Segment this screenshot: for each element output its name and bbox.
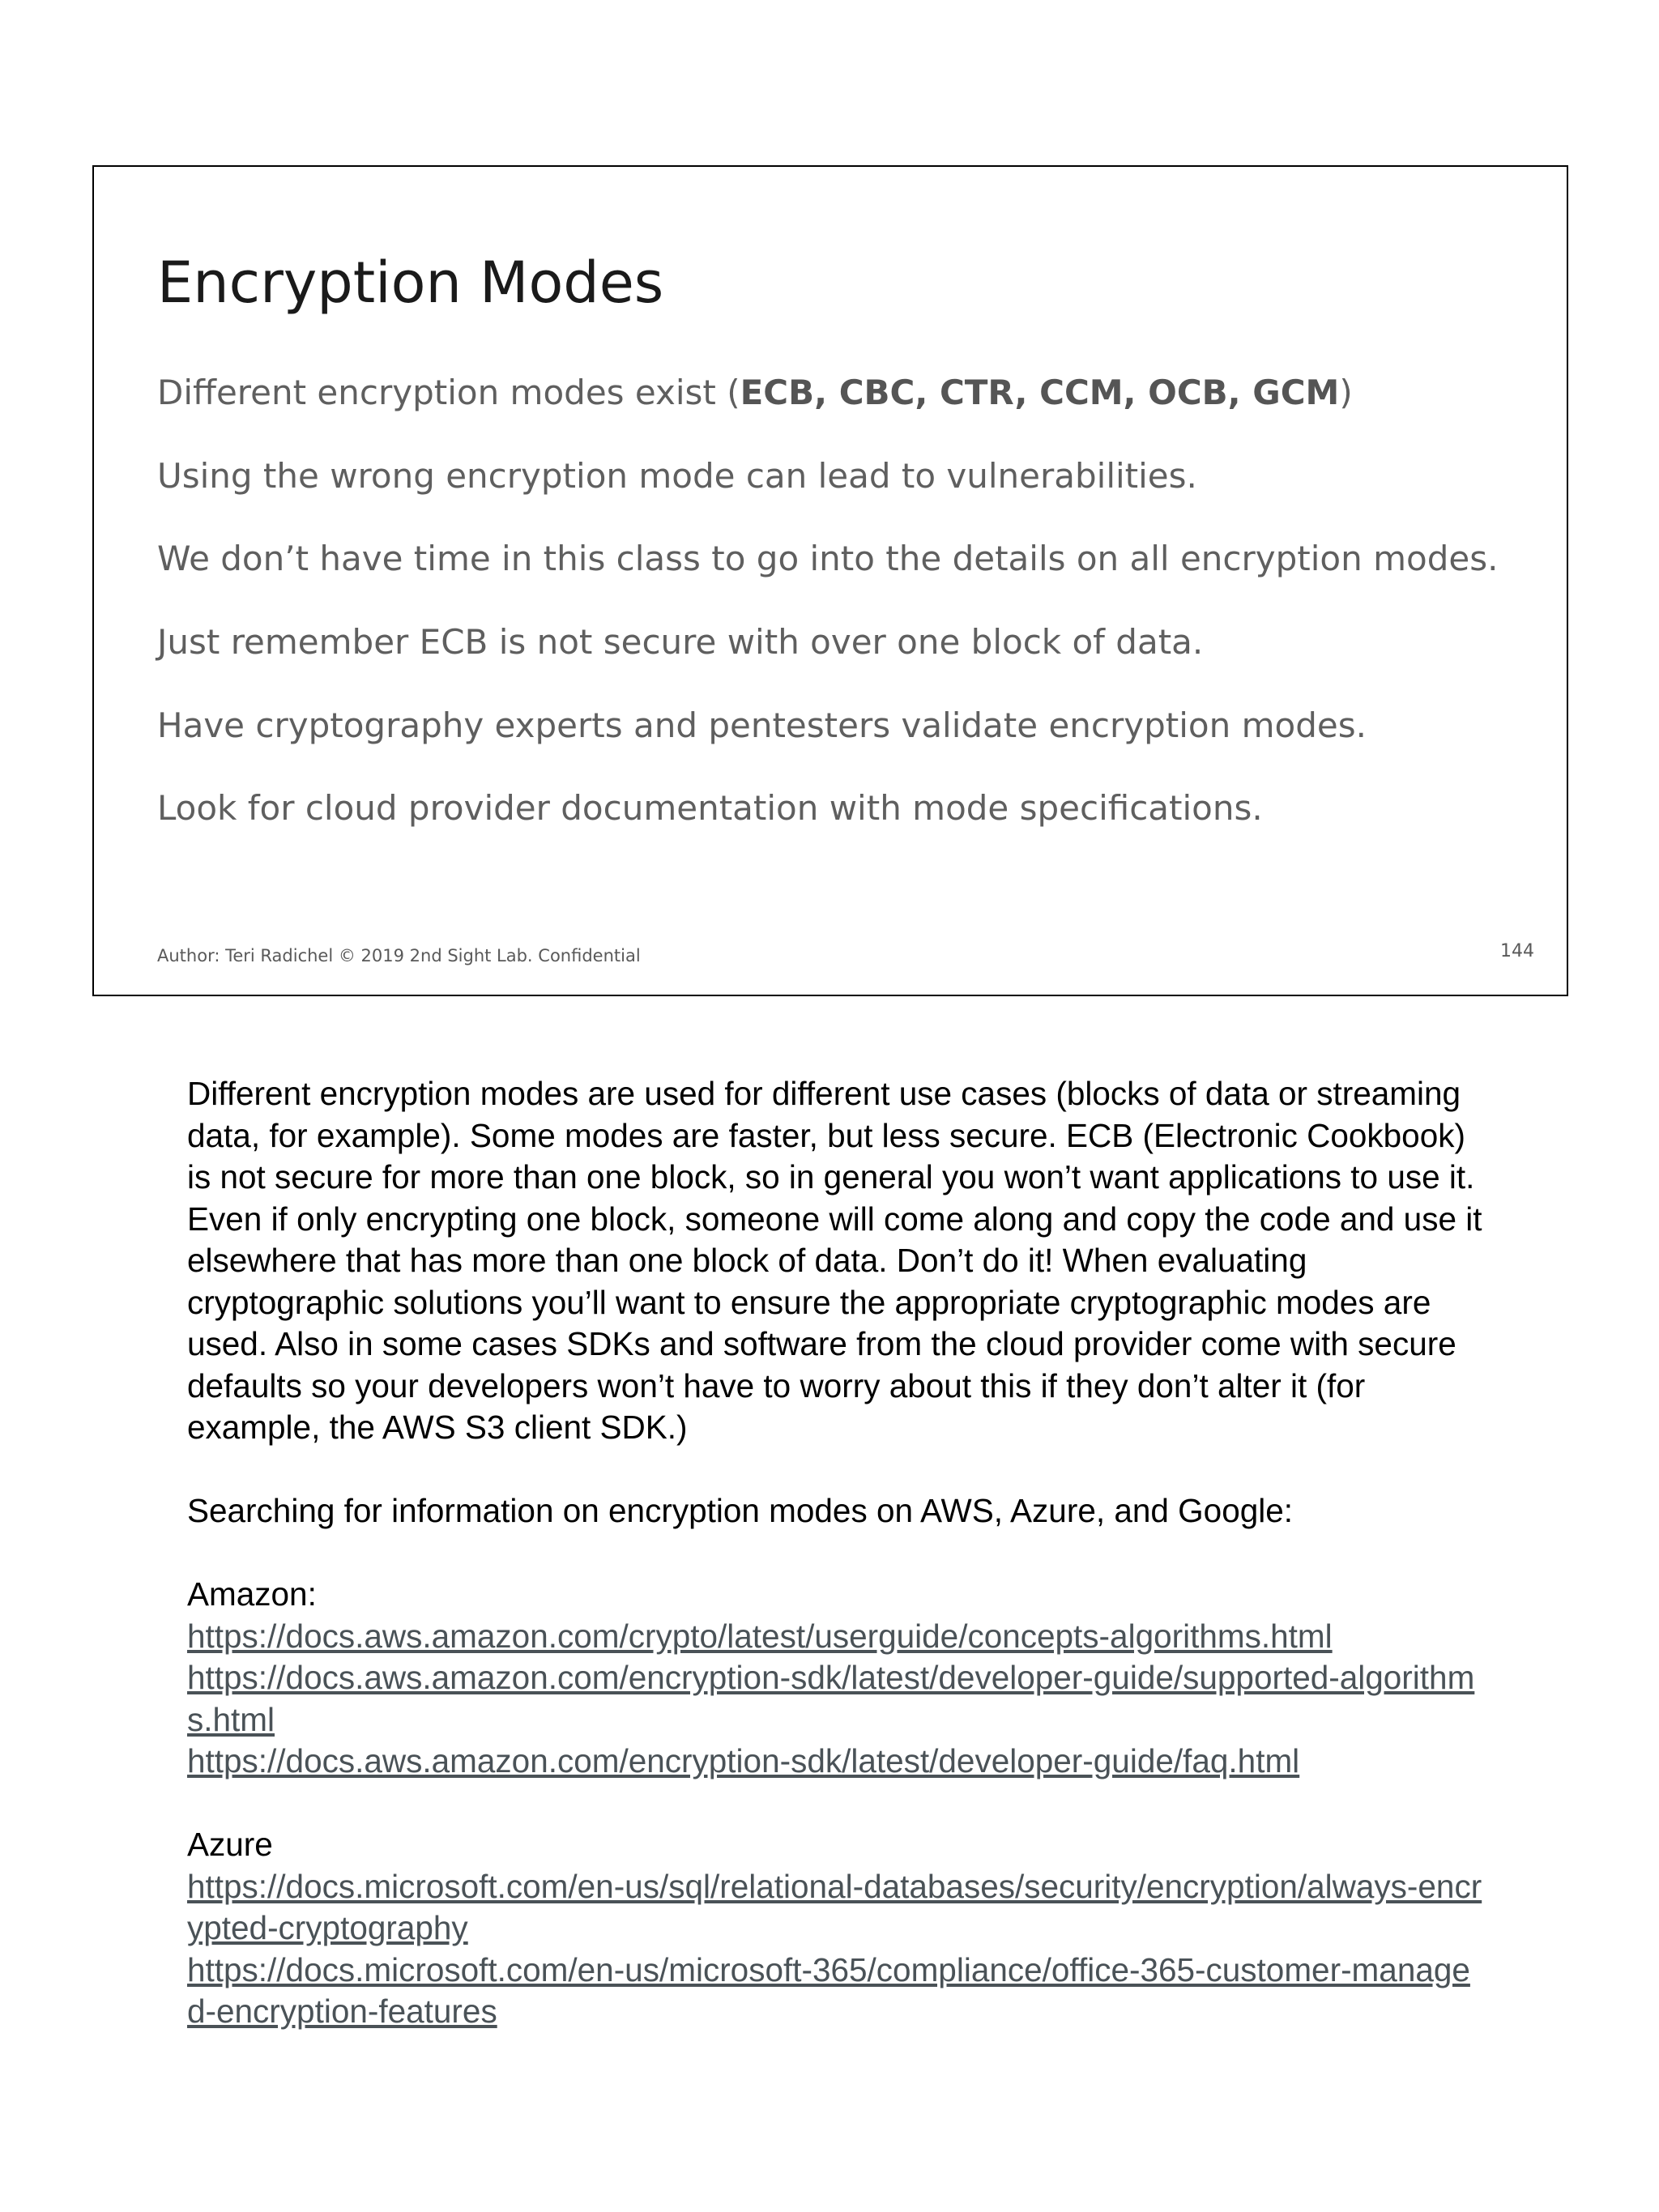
slide-title: Encryption Modes <box>157 249 664 316</box>
bullet-modes-list: ECB, CBC, CTR, CCM, OCB, GCM <box>740 373 1340 412</box>
slide-frame <box>92 165 1568 996</box>
azure-heading: Azure <box>187 1826 273 1863</box>
bullet-modes-prefix: Different encryption modes exist ( <box>157 373 740 412</box>
azure-link-customer-managed-encryption[interactable]: https://docs.microsoft.com/en-us/microsoft-365/compliance/office-365-customer-managed-encryption-features <box>187 1950 1470 2030</box>
notes-search-intro: Searching for information on encryption modes on AWS, Azure, and Google: <box>187 1492 1294 1529</box>
slide-bullet-experts: Have cryptography experts and pentesters validate encryption modes. <box>157 705 1367 745</box>
amazon-heading: Amazon: <box>187 1575 317 1613</box>
slide-bullet-wrong-mode: Using the wrong encryption mode can lead to vulnerabilities. <box>157 456 1197 496</box>
notes-paragraph: Different encryption modes are used for different use cases (blocks of data or streaming data, for example). Some modes are faster, but less secure. ECB (Electronic Cookbook) is not secure for more than one block, so in general you won’t want applications to use it. Even if only encrypting one block, someone will come along and copy the code and use it elsewhere that has more than one block of data. Don’t do it! When evaluating cryptographic solutions you’ll want to ensure the appropriate cryptographic modes are used. Also in some cases SDKs and software from the cloud provider come with secure defaults so your developers won’t have to worry about this if they don’t alter it (for example, the AWS S3 client SDK.) <box>187 1075 1482 1446</box>
slide-bullet-modes <box>157 373 1353 412</box>
azure-link-always-encrypted[interactable]: https://docs.microsoft.com/en-us/sql/relational-databases/security/encryption/always-encrypted-cryptography <box>187 1867 1482 1946</box>
amazon-link-supported-algorithms[interactable]: https://docs.aws.amazon.com/encryption-sdk/latest/developer-guide/supported-algorithms.html <box>187 1659 1475 1738</box>
notes-spacer <box>187 1532 1483 1575</box>
notes-spacer <box>187 1783 1483 1825</box>
bullet-modes-suffix: ) <box>1339 373 1353 412</box>
slide-bullet-cloud-docs: Look for cloud provider documentation with mode specifications. <box>157 788 1263 828</box>
amazon-link-crypto-algorithms[interactable]: https://docs.aws.amazon.com/crypto/latest/userguide/concepts-algorithms.html <box>187 1617 1333 1655</box>
slide-bullet-ecb-warning: Just remember ECB is not secure with over one block of data. <box>157 622 1204 662</box>
slide-page-number: 144 <box>1500 941 1534 961</box>
speaker-notes <box>187 1073 1483 2033</box>
amazon-link-faq[interactable]: https://docs.aws.amazon.com/encryption-sdk/latest/developer-guide/faq.html <box>187 1742 1300 1779</box>
notes-spacer <box>187 1449 1483 1491</box>
slide-bullet-no-time: We don’t have time in this class to go into the details on all encryption modes. <box>157 539 1499 578</box>
slide-footer-author: Author: Teri Radichel © 2019 2nd Sight Lab. Confidential <box>157 946 641 965</box>
